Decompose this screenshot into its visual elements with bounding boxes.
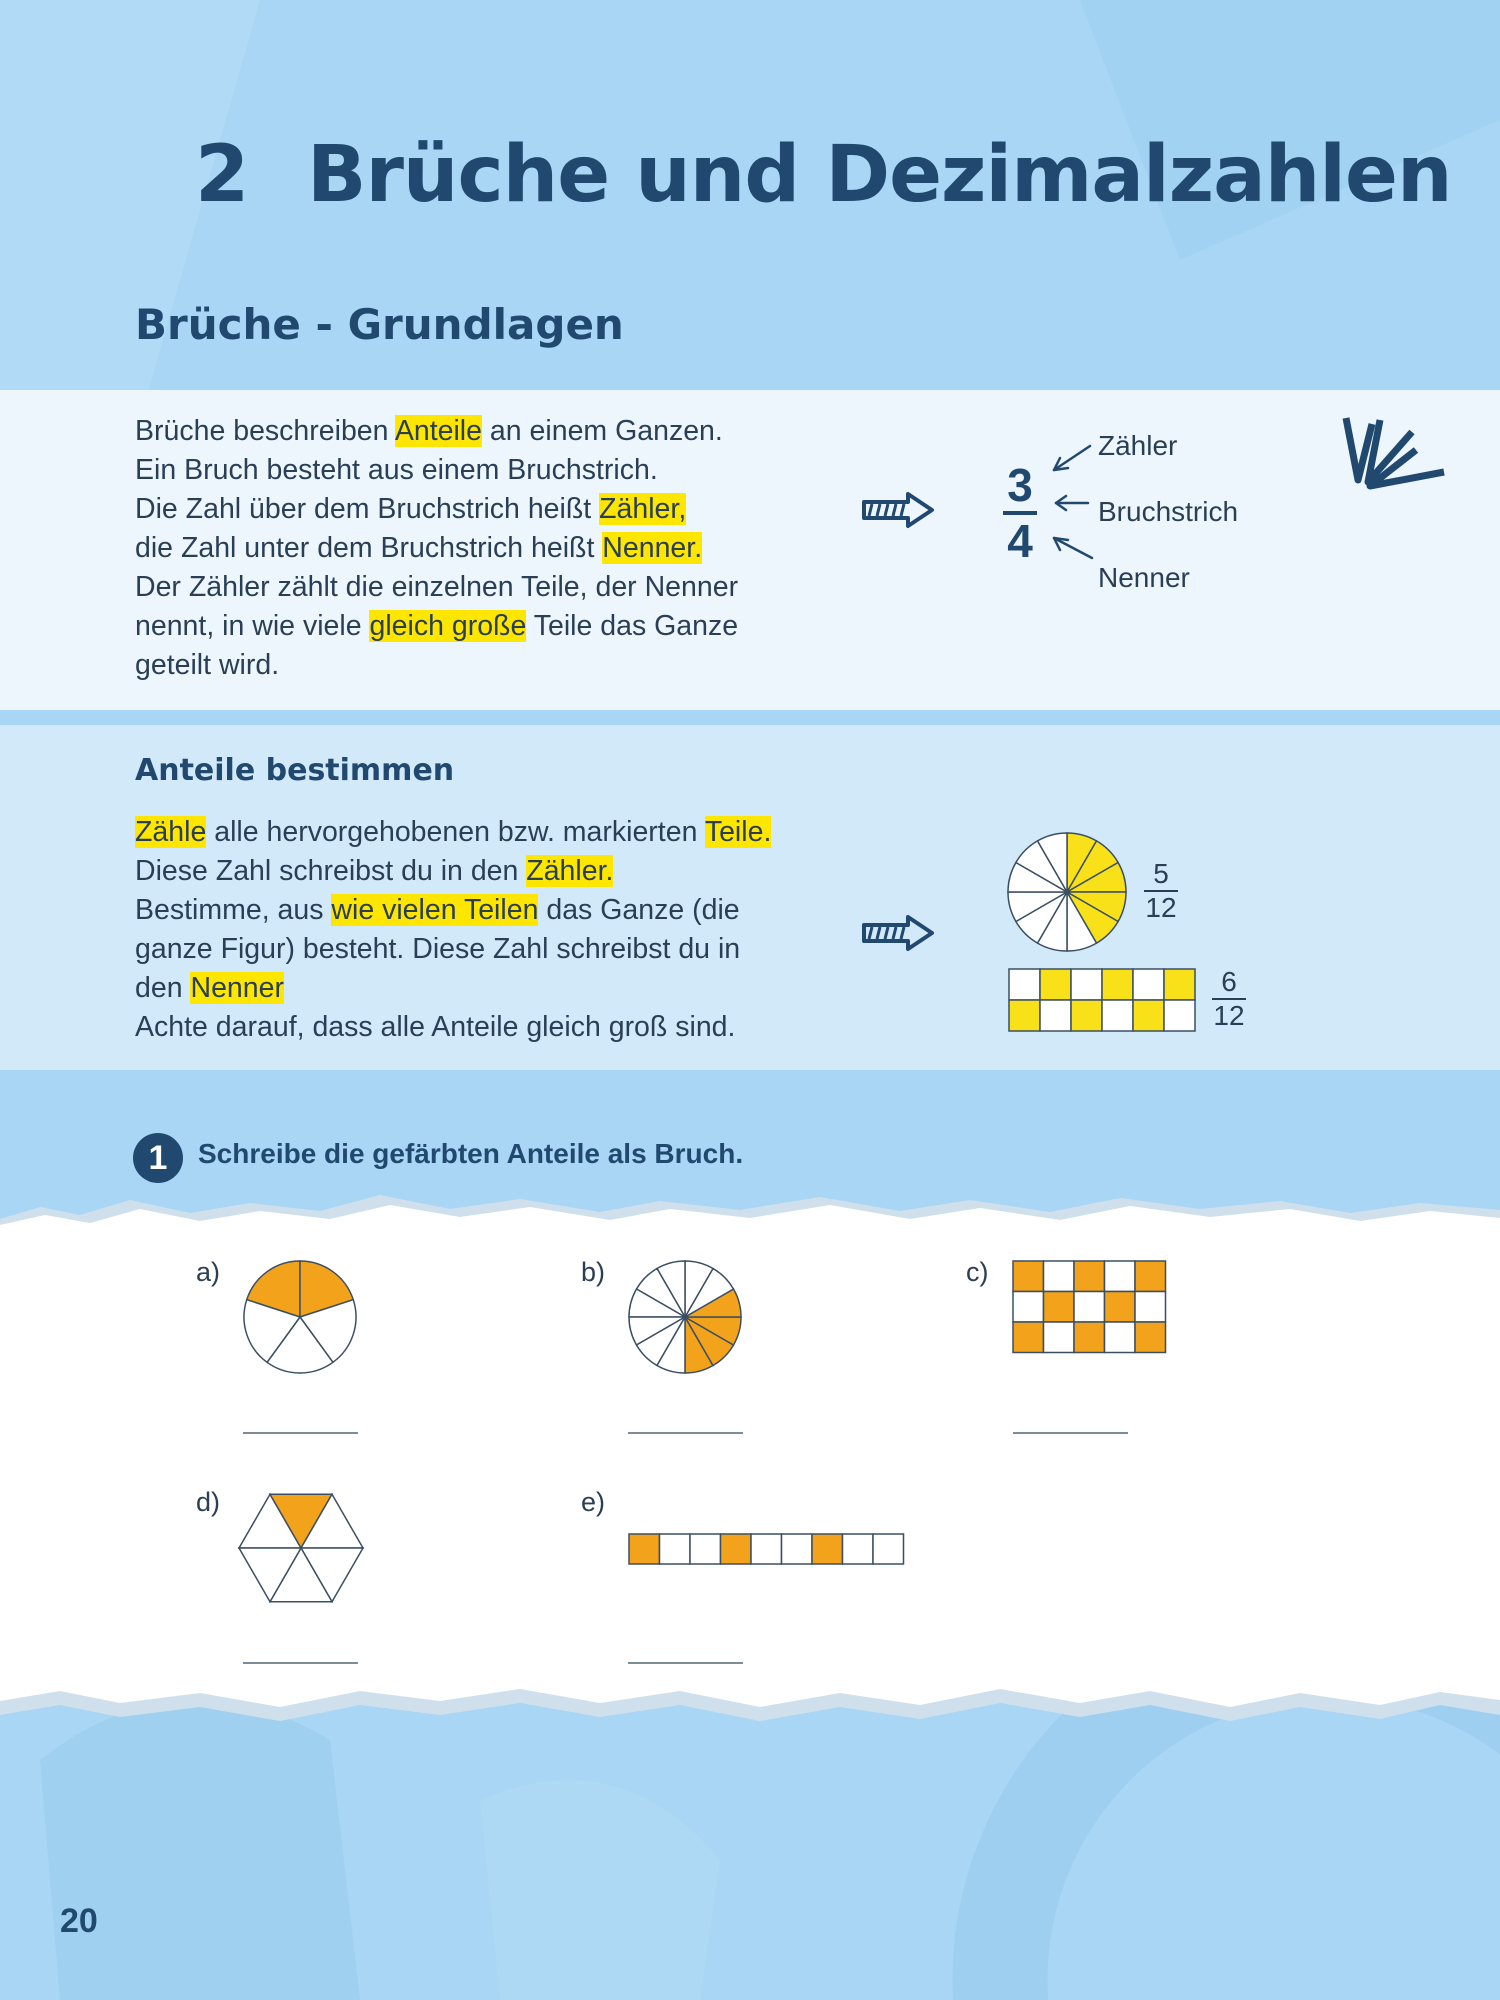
text-segment: Achte darauf, dass alle Anteile gleich groß sind. xyxy=(135,1011,736,1043)
figure-a-circle xyxy=(241,1258,359,1376)
grid-cell xyxy=(1044,1261,1075,1292)
figure-e-bar xyxy=(627,1532,907,1566)
shares-panel xyxy=(0,725,1500,1070)
grid-cell xyxy=(1135,1292,1166,1323)
answer-line-b[interactable] xyxy=(628,1432,743,1434)
grid-cell xyxy=(1009,969,1040,1000)
fraction-diagram xyxy=(1003,459,1037,567)
highlighted-term: Zähler, xyxy=(599,493,687,525)
task-instruction: Schreibe die gefärbten Anteile als Bruch. xyxy=(198,1138,744,1169)
answer-line-c[interactable] xyxy=(1013,1432,1128,1434)
highlighted-term: Nenner xyxy=(190,972,284,1004)
highlighted-term: Zähler. xyxy=(526,855,614,887)
fraction-denominator: 4 xyxy=(1007,515,1033,567)
grid-cell xyxy=(1105,1292,1136,1323)
grid-cell xyxy=(1040,969,1071,1000)
text-segment: ganze Figur) besteht. Diese Zahl schreibst du in xyxy=(135,933,741,965)
grid-cell xyxy=(629,1534,660,1564)
grid-cell xyxy=(1105,1261,1136,1292)
item-label-b: b) xyxy=(581,1257,606,1287)
basics-panel xyxy=(0,390,1500,710)
highlighted-term: Anteile xyxy=(394,415,482,447)
text-segment: nennt, in wie viele xyxy=(135,610,370,642)
grid-cell xyxy=(1133,1000,1164,1031)
text-segment: Brüche beschreiben xyxy=(135,415,395,447)
grid-cell xyxy=(1102,1000,1133,1031)
arrow-right-icon xyxy=(860,913,936,953)
deco-strokes-icon xyxy=(1340,410,1450,490)
figure-b-circle xyxy=(626,1258,744,1376)
task-number-badge: 1 xyxy=(133,1133,183,1183)
grid-cell xyxy=(1074,1292,1105,1323)
grid-cell xyxy=(1074,1322,1105,1353)
answer-line-d[interactable] xyxy=(243,1662,358,1664)
grid-cell xyxy=(690,1534,721,1564)
text-segment: Teile das Ganze xyxy=(526,610,739,642)
label-fraction-line: Bruchstrich xyxy=(1098,496,1239,527)
grid-cell xyxy=(1040,1000,1071,1031)
example-bar xyxy=(1007,967,1197,1033)
example-circle-numerator: 5 xyxy=(1153,858,1169,889)
arrow-right-icon xyxy=(860,490,936,530)
grid-cell xyxy=(843,1534,874,1564)
answer-line-a[interactable] xyxy=(243,1432,358,1434)
highlighted-term: Zähle xyxy=(135,816,207,848)
grid-cell xyxy=(782,1534,813,1564)
shares-text xyxy=(135,813,815,1047)
example-circle-fraction xyxy=(1144,859,1178,923)
example-bar-numerator: 6 xyxy=(1221,966,1237,997)
text-segment: Die Zahl über dem Bruchstrich heißt xyxy=(135,493,600,525)
grid-cell xyxy=(1135,1322,1166,1353)
fraction-numerator: 3 xyxy=(1007,459,1033,511)
text-segment: die Zahl unter dem Bruchstrich heißt xyxy=(135,532,603,564)
grid-cell xyxy=(1071,1000,1102,1031)
grid-cell xyxy=(1102,969,1133,1000)
grid-cell xyxy=(751,1534,782,1564)
item-label-a: a) xyxy=(196,1257,221,1287)
highlighted-term: wie vielen Teilen xyxy=(331,894,539,926)
text-segment: alle hervorgehobenen bzw. markierten xyxy=(206,816,705,848)
text-segment: das Ganze (die xyxy=(538,894,740,926)
text-segment: geteilt wird. xyxy=(135,649,280,681)
grid-cell xyxy=(1009,1000,1040,1031)
text-segment: Der Zähler zählt die einzelnen Teile, der Nenner xyxy=(135,571,739,603)
item-label-e: e) xyxy=(581,1487,606,1517)
figure-c-grid xyxy=(1011,1259,1169,1354)
grid-cell xyxy=(1133,969,1164,1000)
grid-cell xyxy=(721,1534,752,1564)
grid-cell xyxy=(1135,1261,1166,1292)
grid-cell xyxy=(1071,969,1102,1000)
highlighted-term: Nenner. xyxy=(602,532,703,564)
text-segment: Diese Zahl schreibst du in den xyxy=(135,855,527,887)
label-numerator: Zähler xyxy=(1098,430,1178,461)
chapter-title-text: Brüche und Dezimalzahlen xyxy=(307,130,1452,220)
item-label-d: d) xyxy=(196,1487,221,1517)
grid-cell xyxy=(660,1534,691,1564)
page-number: 20 xyxy=(60,1902,98,1940)
grid-cell xyxy=(1044,1322,1075,1353)
torn-paper xyxy=(0,1185,1500,1745)
highlighted-term: Teile. xyxy=(704,816,772,848)
grid-cell xyxy=(1164,969,1195,1000)
example-bar-fraction xyxy=(1212,967,1246,1031)
grid-cell xyxy=(1013,1292,1044,1323)
example-circle xyxy=(1005,830,1129,954)
basics-text xyxy=(135,412,815,685)
grid-cell xyxy=(1164,1000,1195,1031)
text-segment: den xyxy=(135,972,191,1004)
text-segment: Ein Bruch besteht aus einem Bruchstrich. xyxy=(135,454,658,486)
label-denominator: Nenner xyxy=(1098,562,1190,593)
grid-cell xyxy=(873,1534,904,1564)
chapter-title xyxy=(195,130,1451,220)
item-label-c: c) xyxy=(966,1257,989,1287)
grid-cell xyxy=(1013,1322,1044,1353)
answer-line-e[interactable] xyxy=(628,1662,743,1664)
grid-cell xyxy=(812,1534,843,1564)
figure-d-hexagon xyxy=(236,1490,366,1606)
text-segment: Bestimme, aus xyxy=(135,894,332,926)
shares-title: Anteile bestimmen xyxy=(135,753,455,788)
grid-cell xyxy=(1013,1261,1044,1292)
chapter-number: 2 xyxy=(195,130,249,220)
section-title: Brüche - Grundlagen xyxy=(135,300,624,349)
text-segment: an einem Ganzen. xyxy=(482,415,723,447)
grid-cell xyxy=(1074,1261,1105,1292)
grid-cell xyxy=(1105,1322,1136,1353)
example-circle-denominator: 12 xyxy=(1145,892,1177,923)
grid-cell xyxy=(1044,1292,1075,1323)
example-bar-denominator: 12 xyxy=(1213,1000,1245,1031)
highlighted-term: gleich große xyxy=(369,610,527,642)
